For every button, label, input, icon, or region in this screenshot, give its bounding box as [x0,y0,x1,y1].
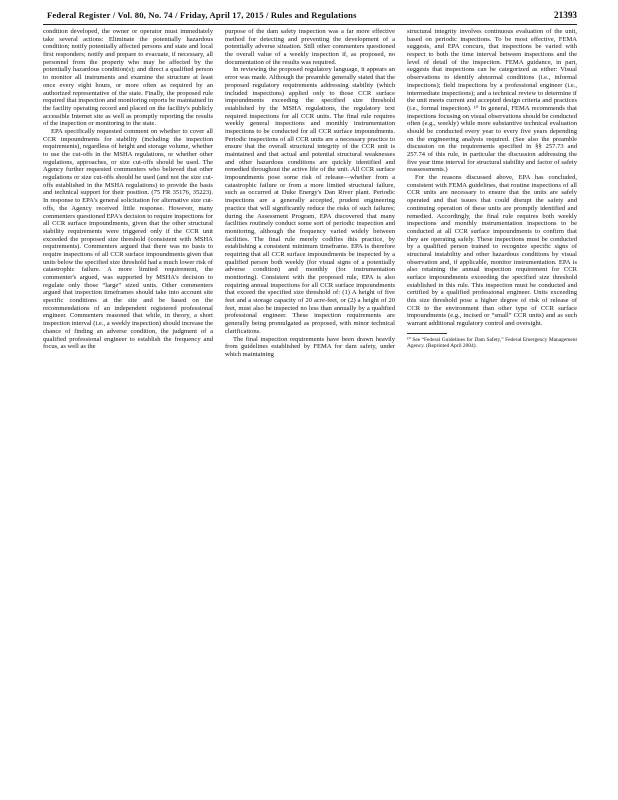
text-column-2 [225,28,395,359]
running-header [43,10,577,22]
paragraph: For the reasons discussed above, EPA has concluded, consistent with FEMA guidelines, that routine inspections of all CCR units are necessary to ensure that the units are safely operated and that issues that could disrupt the safety and continuing operation of these units are promptly identified and remedied. Accordingly, the final rule requires both weekly inspections and monthly instrumentation inspections to be conducted at all CCR surface impoundments to confirm that they are operating safely. These inspections must be conducted by a qualified person trained to recognize specific signs of structural instability and other hazardous conditions by visual observation and, if applicable, monitor instrumentation. EPA is also retaining the annual inspection requirement for CCR surface impoundments exceeding the specified size threshold established in this rule. This inspection must be conducted and certified by a qualified professional engineer. Units exceeding this size threshold pose a higher degree of risk of release of CCR to the environment than other type of CCR surface impoundments (e.g., incised or “small” CCR units) and as such warrant additional regulatory control and oversight. [407,174,577,328]
paragraph: structural integrity involves continuous evaluation of the unit, based on periodic inspections. To be most effective, FEMA suggests, and EPA concurs, that inspections be varied with respect to both the time interval between inspections and the level of detail of the inspection. FEMA guidance, in part, suggests that inspections can be categorized as either: Visual observations to identify abnormal conditions (i.e., informal inspections); field inspections by a professional engineer (i.e., intermediate inspections); and a technical review to determine if the unit meets current and accepted design criteria and practices (i.e., formal inspection). ¹⁰ In general, FEMA recommends that inspections focusing on visual observations should be conducted often (e.g., weekly) while more substantive technical evaluation should be conducted every year to every five years depending on the engineering analysis required. (See also the preamble discussion on the requirements specified in §§ 257.73 and 257.74 of this rule, in particular the discussion addressing the five year time interval for structural stability and factor of safety reassessments.) [407,28,577,174]
text-column-1 [43,28,213,351]
footnote: ¹⁰ See “Federal Guidelines for Dam Safety,” Federal Emergency Management Agency. (Reprinted April 2004). [407,336,577,350]
paragraph: EPA specifically requested comment on whether to cover all CCR impoundments for stability (including the inspection requirements), regardless of height and storage volume, whether to use the cut-offs in the MSHA regulations, or whether other regulations, approaches, or size cut-offs should be used. The Agency further requested commenters who believed that other regulations or size cut-offs should be used (and not the size cut-offs established in the MSHA regulations) to provide the basis and technical support for their position. (75 FR 35176, 35223). In response to EPA's general solicitation for alternative size cut-offs, the Agency received little response. However, many commenters questioned EPA's decision to require inspections for all CCR surface impoundments, given that the other structural stability requirements were triggered only if the CCR unit exceeded the proposed size threshold (consistent with MSHA requirements). Commenters argued that there was no basis to require inspections of all CCR surface impoundments given that units below the specified size threshold had a much lower risk of catastrophic failure. A more limited requirement, the commenter's argued, was supported by MSHA's decision to regulate only those “large” sized units. Other commenters argued that inspection timeframes should take into account site specific conditions at the site and be based on the recommendations of an independent registered professional engineer. Commenters reasoned that while, in theory, a short inspection interval (i.e., a weekly inspection) should increase the chance of finding an adverse condition, the judgment of a qualified professional engineer to establish the frequency and focus, as well as the [43,127,213,351]
paragraph: condition developed, the owner or operator must immediately take several actions: Eliminate the potentially hazardous condition; notify potentially affected persons and state and local first responders; notify and prepare to evacuate, if necessary, all personnel from the property who may be affected by the potentially hazardous condition(s); and direct a qualified person to monitor all instruments and examine the structure at least once every eight hours, or more often as required by an authorized representative of the state. Finally, the proposed rule required that inspection and monitoring reports be maintained in the facility operating record and placed on the facility's publicly accessible Internet site as well as promptly reporting the results of the inspection or monitoring to the state. [43,28,213,128]
page-number: 21393 [554,10,577,20]
paragraph: The final inspection requirements have been drawn heavily from guidelines established by FEMA for dam safety, under which maintaining [225,335,395,358]
paragraph: purpose of the dam safety inspection was a far more effective method for detecting and preventing the development of a potentially adverse situation. Still other commenters questioned the overall value of a weekly inspection if, as proposed, no documentation of the results was required. [225,28,395,66]
paragraph: In reviewing the proposed regulatory language, it appears an error was made. Although the preamble generally stated that the proposed regulatory requirements addressing stability (which included inspections) applied only to those CCR surface impoundments exceeding the specified size threshold established by the MSHA regulations, the regulatory text required inspections for all CCR units. The final rule requires weekly general inspections and monthly instrumentation inspections to be conducted for all CCR surface impoundments. Periodic inspections of all CCR units are a necessary practice to ensure that the overall structural integrity of the CCR unit is maintained and that actual and potential structural weaknesses and other hazardous conditions are quickly identified and remedied throughout the active life of the unit. All CCR surface impoundments pose some risk of release—whether from a catastrophic failure or from a more limited structural failure, such as occurred at Duke Energy's Dan River plant. Periodic inspections are a generally accepted, prudent engineering practice that will significantly reduce the risks of such failures; during the Assessment Program, EPA discovered that many facilities routinely conduct some sort of periodic inspection and monitoring, although the frequency varied widely between facilities. The final rule merely codifies this practice, by establishing a consistent minimum timeframe. EPA is therefore requiring that all CCR surface impoundments be inspected by a qualified person both weekly (for visual signs of a potentially adverse condition) and monthly (for instrumentation monitoring). Consistent with the proposed rule, EPA is also requiring annual inspections for all CCR surface impoundments that exceed the specified size threshold of: (1) A height of five feet and a storage capacity of 20 acre-feet, or (2) a height of 20 feet, must also be inspected no less than annually by a qualified professional engineer. These inspection requirements are generally being promulgated as proposed, with minor technical clarifications. [225,66,395,335]
header-rule [43,24,577,25]
running-head-title: Federal Register / Vol. 80, No. 74 / Friday, April 17, 2015 / Rules and Regulations [47,10,357,20]
text-column-3 [407,28,577,349]
footnote-rule [407,333,447,334]
